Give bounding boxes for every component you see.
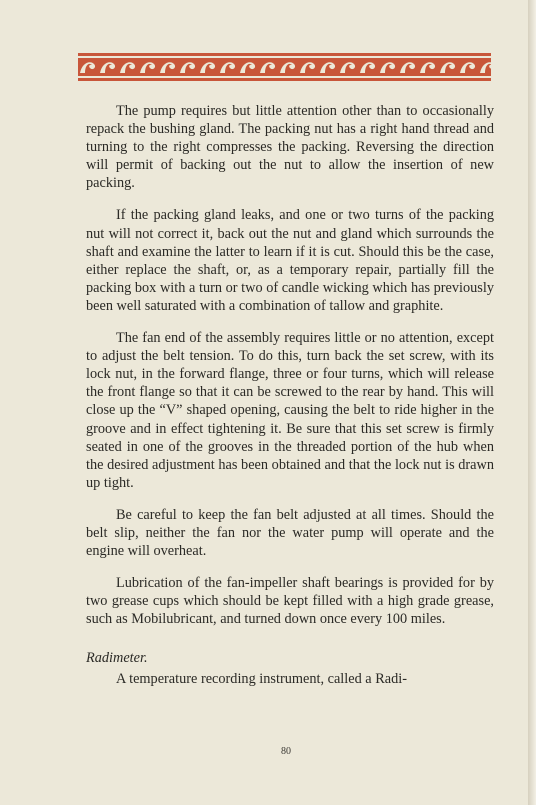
page-spine-edge xyxy=(528,0,536,805)
paragraph-3: The fan end of the assembly requires little or no attention, except to adjust the belt tension. To do this, turn back the set screw, with its lock nut, in the forward flange, three or four turns, which will release the front flange so that it can be screwed to the rear by hand. This will close up the “V” shaped opening, causing the belt to ride higher in the groove and in effect tightening it. Be sure that this set screw is firmly seated in one of the grooves in the threaded portion of the hub when the desired adjustment has been obtained and that the lock nut is drawn up tight. xyxy=(86,330,494,491)
paragraph-5: Lubrication of the fan-impeller shaft bearings is provided for by two grease cups which should be kept filled with a high grade grease, such as Mobilubricant, and turned down once every 100 miles. xyxy=(86,575,494,628)
section-heading: Radimeter. xyxy=(86,650,148,667)
paragraph-1: The pump requires but little attention other than to occasionally repack the bushing gland. The packing nut has a right hand thread and turning to the right compresses the packing. Reversing the direction will permit of backing out the nut to allow the insertion of new packing. xyxy=(86,103,494,192)
paragraph-6: A temperature recording instrument, called a Radi- xyxy=(116,670,407,687)
page-number: 80 xyxy=(281,746,291,757)
paragraph-4: Be careful to keep the fan belt adjusted at all times. Should the belt slip, neither the fan nor the water pump will operate and the engine will overheat. xyxy=(86,506,494,560)
paragraph-2: If the packing gland leaks, and one or two turns of the packing nut will not correct it, back out the nut and gland which surrounds the shaft and examine the latter to learn if it is cut. Should this be the case, either replace the shaft, or, as a temporary repair, partially fill the packing box with a turn or two of candle wicking which has previously been well saturated with a combination of tallow and graphite. xyxy=(86,207,494,314)
wave-border-ornament xyxy=(78,53,491,81)
ornament-top-rule xyxy=(78,53,491,56)
ornament-bottom-rule xyxy=(78,78,491,81)
body-text xyxy=(86,102,494,688)
